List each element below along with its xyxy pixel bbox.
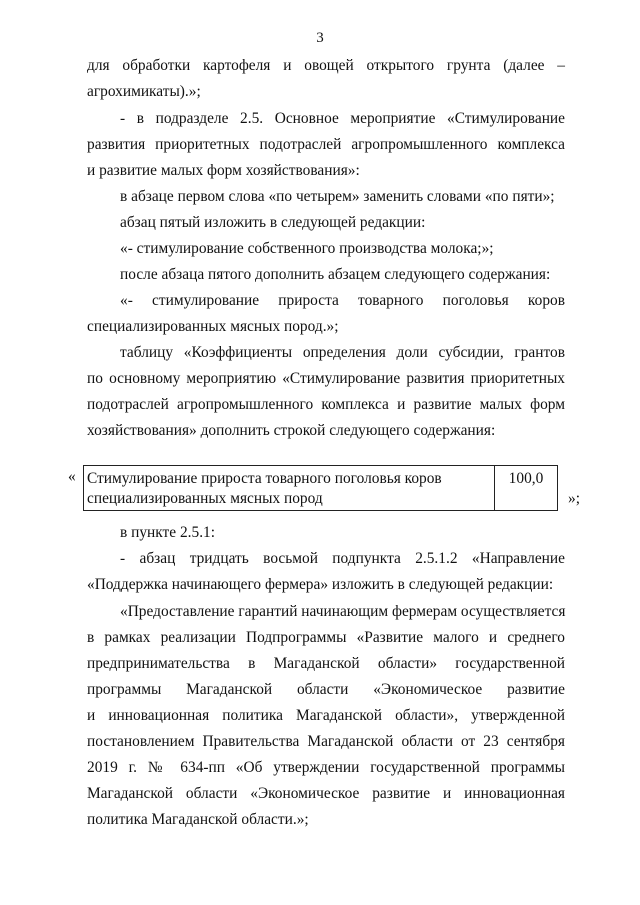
text-line: в пункте 2.5.1: bbox=[120, 524, 216, 541]
text-line: постановлением Правительства Магаданской области от 23 сентября bbox=[87, 733, 565, 750]
text-line: 2019 г. № 634-пп «Об утверждении государственной программы bbox=[87, 759, 565, 776]
text-line: программы Магаданской области «Экономическое развитие bbox=[87, 681, 565, 698]
text-line: - абзац тридцать восьмой подпункта 2.5.1.2 «Направление bbox=[120, 550, 565, 567]
table-cell-value: 100,0 bbox=[508, 470, 544, 487]
text-line: для обработки картофеля и овощей открытого грунта (далее – bbox=[87, 57, 565, 74]
text-line: и инновационная политика Магаданской области», утвержденной bbox=[87, 707, 565, 724]
text-line: «Поддержка начинающего фермера» изложить в следующей редакции: bbox=[87, 576, 554, 593]
text-line: развития приоритетных подотраслей агропромышленного комплекса bbox=[87, 136, 565, 153]
text-line: абзац пятый изложить в следующей редакции: bbox=[120, 214, 426, 231]
text-line: после абзаца пятого дополнить абзацем следующего содержания: bbox=[120, 266, 551, 283]
text-line: в рамках реализации Подпрограммы «Развитие малого и среднего bbox=[87, 629, 565, 646]
text-line: Магаданской области «Экономическое развитие и инновационная bbox=[87, 785, 565, 802]
inserted-table-row bbox=[83, 465, 558, 511]
table-cell-name-line: специализированных мясных пород bbox=[87, 490, 323, 507]
text-line: подотраслей агропромышленного комплекса и развитие малых форм bbox=[87, 396, 565, 413]
text-line: - в подразделе 2.5. Основное мероприятие «Стимулирование bbox=[120, 110, 565, 127]
text-line: «- стимулирование прироста товарного поголовья коров bbox=[120, 292, 565, 309]
text-line: хозяйствования» дополнить строкой следующего содержания: bbox=[87, 422, 496, 439]
table-close-quote: »; bbox=[568, 490, 580, 507]
text-line: и развитие малых форм хозяйствования»: bbox=[87, 162, 360, 179]
text-line: «Предоставление гарантий начинающим фермерам осуществляется bbox=[120, 603, 566, 620]
text-line: агрохимикаты).»; bbox=[87, 83, 201, 100]
table-cell-name-line: Стимулирование прироста товарного поголовья коров bbox=[87, 470, 442, 487]
text-line: в абзаце первом слова «по четырем» заменить словами «по пяти»; bbox=[120, 188, 555, 205]
text-line: предпринимательства в Магаданской области» государственной bbox=[87, 655, 565, 672]
text-line: по основному мероприятию «Стимулирование развития приоритетных bbox=[87, 370, 565, 387]
text-line: «- стимулирование собственного производства молока;»; bbox=[120, 240, 494, 257]
text-line: таблицу «Коэффициенты определения доли субсидии, грантов bbox=[120, 344, 565, 361]
table-open-quote: « bbox=[68, 468, 76, 485]
table-cell-name bbox=[84, 466, 495, 510]
text-line: политика Магаданской области.»; bbox=[87, 811, 309, 828]
text-line: специализированных мясных пород.»; bbox=[87, 318, 339, 335]
page-number: 3 bbox=[316, 30, 324, 46]
